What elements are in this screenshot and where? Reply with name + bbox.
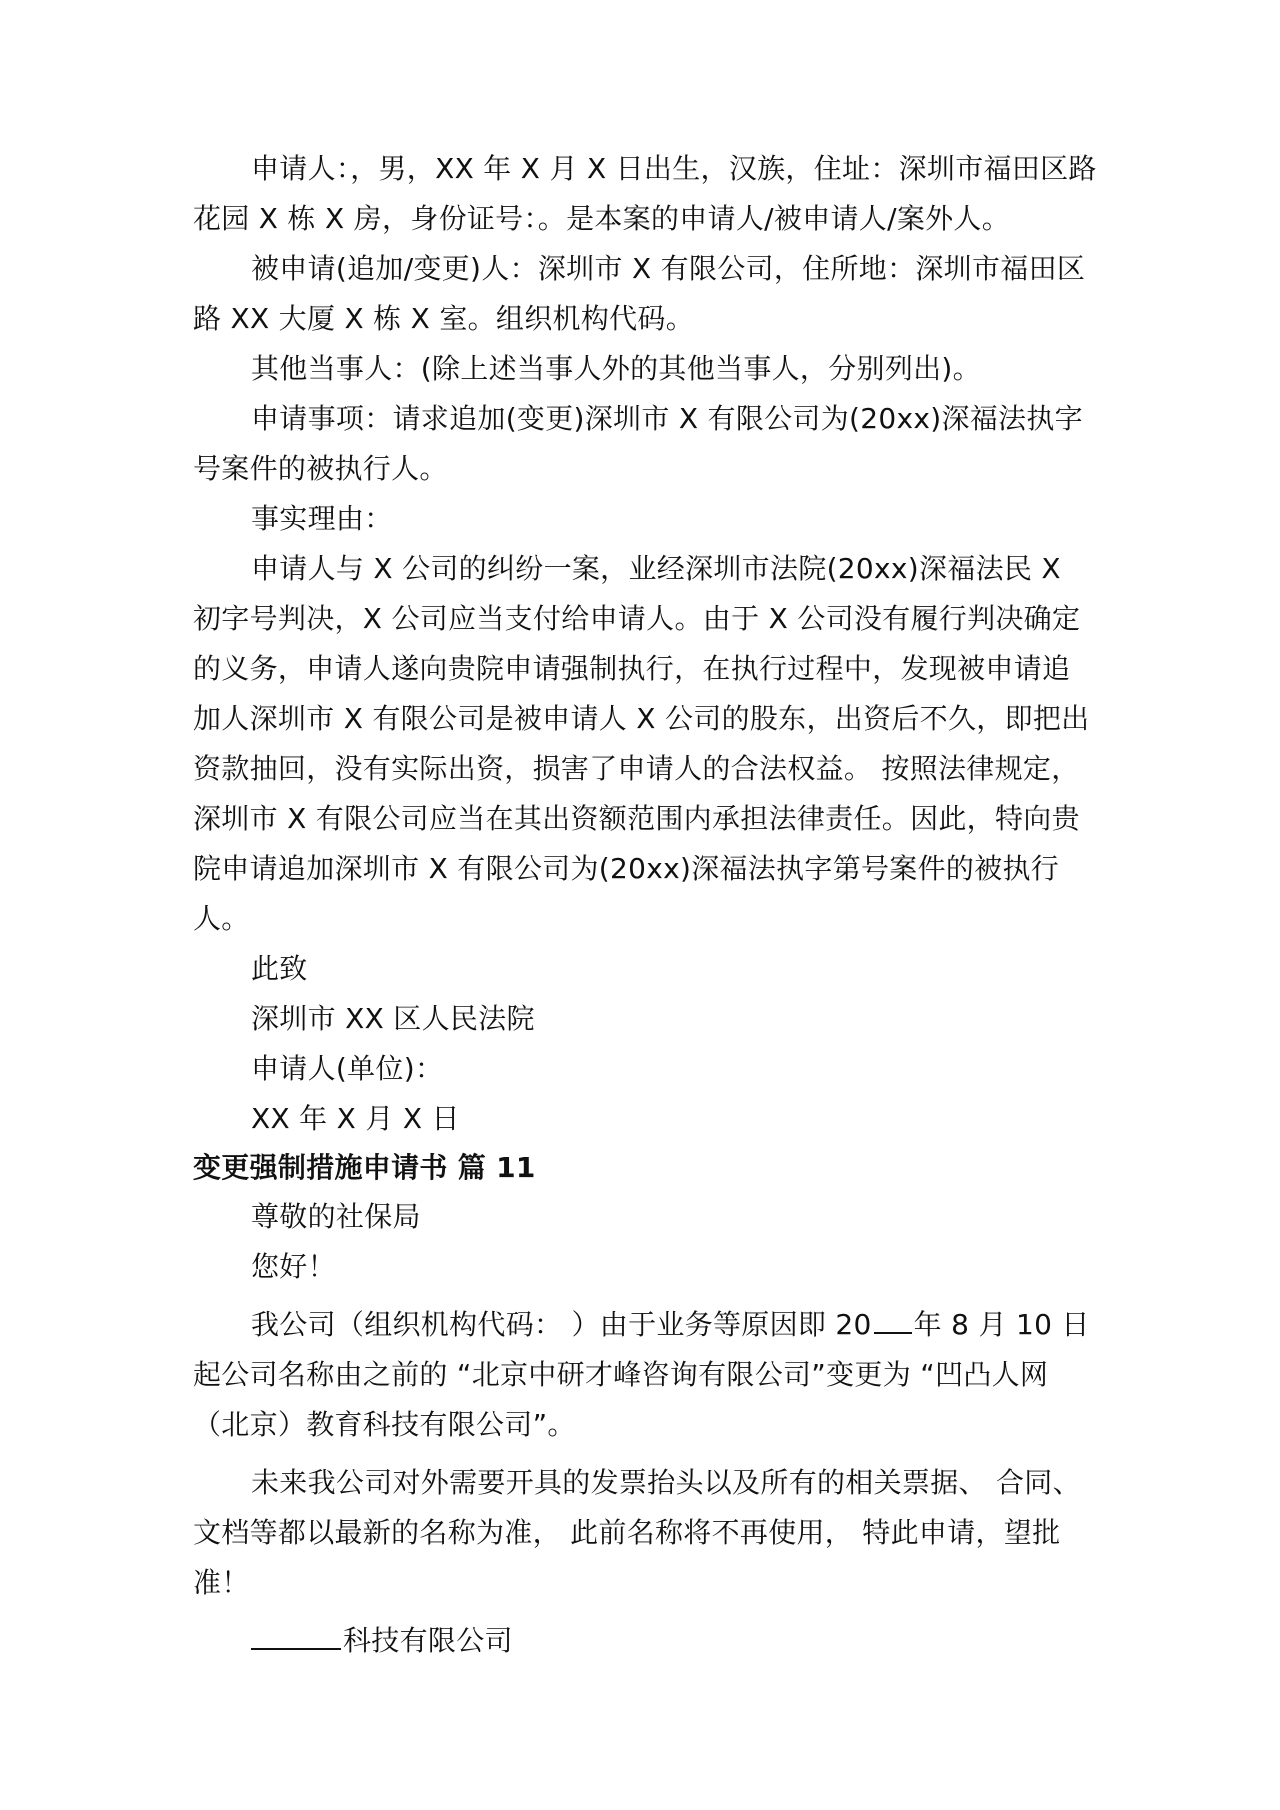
facts-reasons-label: 事实理由：	[251, 502, 393, 535]
applicant-unit-label: 申请人(单位)：	[251, 1052, 444, 1085]
court-name: 深圳市 XX 区人民法院	[251, 1002, 535, 1035]
date-line: XX 年 X 月 X 日	[251, 1102, 460, 1135]
applicant-paragraph: 申请人：，男，XX 年 X 月 X 日出生，汉族，住址：深圳市福田区路花园 X 栋 X 房，身份证号：。是本案的申请人/被申请人/案外人。	[193, 152, 1097, 235]
future-usage-paragraph: 未来我公司对外需要开具的发票抬头以及所有的相关票据、 合同、文档等都以最新的名称为准， 此前名称将不再使用， 特此申请，望批准！	[193, 1466, 1081, 1599]
signature-company: 科技有限公司	[343, 1624, 513, 1657]
facts-paragraph: 申请人与 X 公司的纠纷一案，业经深圳市法院(20xx)深福法民 X 初字号判决，X 公司应当支付给申请人。由于 X 公司没有履行判决确定的义务，申请人遂向贵院申请强制执行，在执行过程中，发现被申请追加人深圳市 X 有限公司是被申请人 X 公司的股东，出资后不久，即把出资款抽回，没有实际出资，损害了申请人的合法权益。 按照法律规定，深圳市 X 有限公司应当在其出资额范围内承担法律责任。因此，特向贵院申请追加深圳市 X 有限公司为(20xx)深福法执字第号案件的被执行人。	[193, 552, 1090, 935]
signature-line	[193, 1616, 1098, 1666]
other-parties-paragraph: 其他当事人：(除上述当事人外的其他当事人，分别列出)。	[251, 352, 981, 385]
name-change-paragraph	[193, 1300, 1098, 1450]
section-heading: 变更强制措施申请书 篇 11	[193, 1151, 536, 1184]
year-blank	[874, 1306, 912, 1334]
respondent-paragraph: 被申请(追加/变更)人：深圳市 X 有限公司，住所地：深圳市福田区路 XX 大厦 X 栋 X 室。组织机构代码。	[193, 252, 1086, 335]
closing-salute: 此致	[251, 952, 308, 985]
name-change-text-a: 我公司（组织机构代码： ）由于业务等原因即 20	[251, 1308, 872, 1341]
letter-greeting: 您好！	[251, 1250, 336, 1283]
company-name-blank	[251, 1618, 341, 1650]
letter-salutation: 尊敬的社保局	[251, 1200, 421, 1233]
application-matter-paragraph: 申请事项：请求追加(变更)深圳市 X 有限公司为(20xx)深福法执字号案件的被执行人。	[193, 402, 1083, 485]
document-page	[193, 144, 1098, 1666]
name-change-text-b: 年 8 月 10 日起公司名称由之前的 “北京中研才峰咨询有限公司”变更为 “凹凸人网（北京）教育科技有限公司”。	[193, 1308, 1090, 1441]
